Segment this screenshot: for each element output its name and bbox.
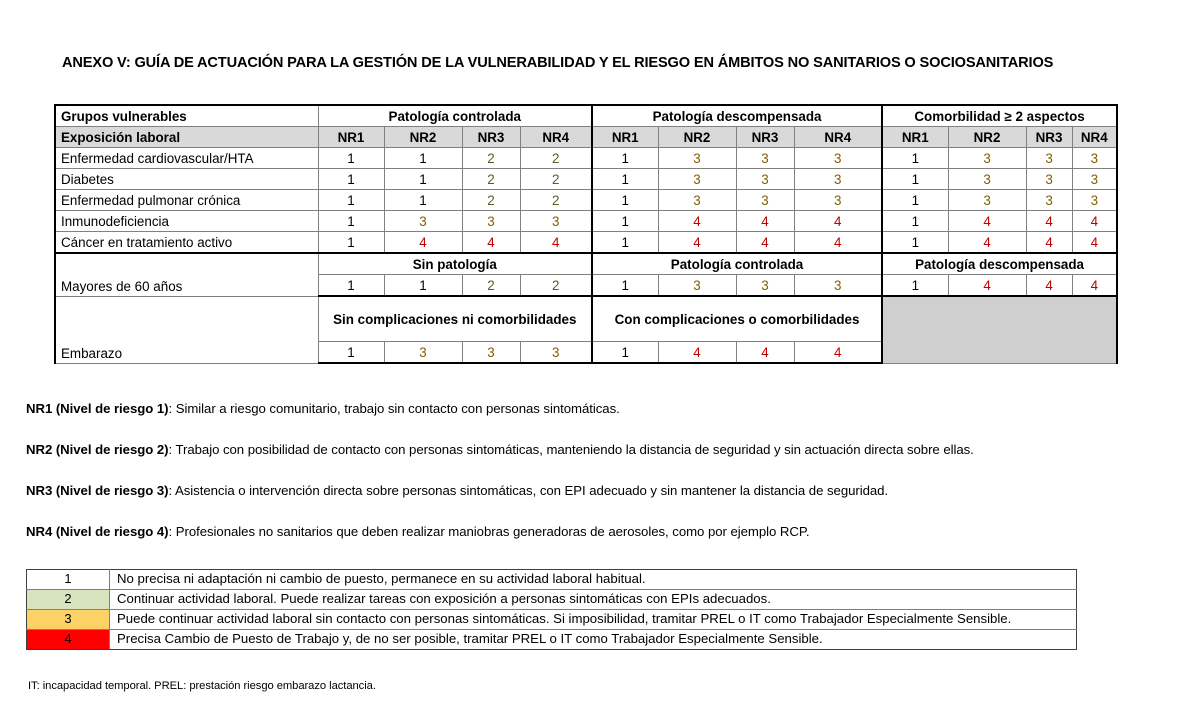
legend-row-3 <box>27 609 1077 629</box>
matrix-cell: 4 <box>1026 211 1072 232</box>
risk-definition-term: NR4 (Nivel de riesgo 4) <box>26 524 169 539</box>
matrix-cell: 1 <box>882 169 948 190</box>
matrix-cell: 1 <box>384 169 462 190</box>
table-row <box>55 169 1117 190</box>
table-row <box>55 211 1117 232</box>
matrix-cell: 1 <box>318 211 384 232</box>
matrix-group-header-comorbilidad: Comorbilidad ≥ 2 aspectos <box>882 105 1117 127</box>
matrix-cell: 2 <box>520 148 592 169</box>
risk-definition-text: : Trabajo con posibilidad de contacto con personas sintomáticas, manteniendo la distancia de seguridad y sin actuación directa sobre ellas. <box>168 442 974 457</box>
matrix-cell: 1 <box>318 232 384 254</box>
legend-level: 3 <box>27 609 110 629</box>
matrix-cell: 1 <box>384 275 462 297</box>
matrix-cell: 3 <box>1072 190 1117 211</box>
matrix-cell: 1 <box>384 190 462 211</box>
pregnancy-not-applicable-block <box>882 296 1117 363</box>
matrix-row-label: Diabetes <box>55 169 318 190</box>
matrix-cell: 3 <box>794 169 882 190</box>
matrix-cell: 4 <box>520 232 592 254</box>
matrix-cell: 3 <box>658 169 736 190</box>
matrix-row-label: Inmunodeficiencia <box>55 211 318 232</box>
risk-level-definitions <box>26 401 1186 565</box>
matrix-cell: 3 <box>384 211 462 232</box>
matrix-cell: 4 <box>658 232 736 254</box>
matrix-cell: 1 <box>318 275 384 297</box>
risk-definition-nr1 <box>26 401 1186 418</box>
matrix-cell: 1 <box>384 148 462 169</box>
matrix-header-row-groups <box>55 105 1117 127</box>
legend-footnote: IT: incapacidad temporal. PREL: prestación riesgo embarazo lactancia. <box>28 680 376 692</box>
matrix-cell: 4 <box>948 275 1026 297</box>
risk-definition-nr4 <box>26 524 1186 541</box>
matrix-cell: 4 <box>736 342 794 364</box>
matrix-cell: 1 <box>318 342 384 364</box>
matrix-corner-top-label: Grupos vulnerables <box>55 105 318 127</box>
legend-description: Precisa Cambio de Puesto de Trabajo y, de no ser posible, tramitar PREL o IT como Trabajador Especialmente Sensible. <box>110 629 1077 649</box>
legend-row-1 <box>27 570 1077 590</box>
matrix-level-header: NR4 <box>520 127 592 148</box>
matrix-cell: 3 <box>462 342 520 364</box>
matrix-cell: 1 <box>882 275 948 297</box>
matrix-cell: 4 <box>794 211 882 232</box>
matrix-level-header: NR1 <box>592 127 658 148</box>
risk-definition-text: : Profesionales no sanitarios que deben realizar maniobras generadoras de aerosoles, como por ejemplo RCP. <box>168 524 810 539</box>
legend-level: 4 <box>27 629 110 649</box>
matrix-cell: 4 <box>658 342 736 364</box>
page-title: ANEXO V: GUÍA DE ACTUACIÓN PARA LA GESTIÓN DE LA VULNERABILIDAD Y EL RIESGO EN ÁMBITOS NO SANITARIOS O SOCIOSANITARIOS <box>62 55 1054 71</box>
risk-definition-term: NR2 (Nivel de riesgo 2) <box>26 442 169 457</box>
matrix-cell: 3 <box>794 148 882 169</box>
matrix-cell: 3 <box>384 342 462 364</box>
matrix-cell: 3 <box>736 190 794 211</box>
vulnerability-matrix-table <box>54 104 1116 364</box>
elderly-group-header-controlada: Patología controlada <box>592 253 882 275</box>
matrix-cell: 1 <box>592 275 658 297</box>
matrix-cell: 1 <box>318 148 384 169</box>
legend-level: 1 <box>27 570 110 590</box>
matrix-level-header: NR4 <box>794 127 882 148</box>
matrix-cell: 3 <box>794 190 882 211</box>
matrix-level-header: NR2 <box>384 127 462 148</box>
matrix-cell: 3 <box>736 275 794 297</box>
matrix-cell: 3 <box>1026 169 1072 190</box>
legend-description: No precisa ni adaptación ni cambio de puesto, permanece en su actividad laboral habitual. <box>110 570 1077 590</box>
matrix-cell: 1 <box>318 169 384 190</box>
elderly-group-header-descompensada: Patología descompensada <box>882 253 1117 275</box>
matrix-cell: 2 <box>462 275 520 297</box>
matrix-row-label: Cáncer en tratamiento activo <box>55 232 318 254</box>
matrix-cell: 3 <box>520 342 592 364</box>
matrix-cell: 3 <box>736 148 794 169</box>
legend-level: 2 <box>27 589 110 609</box>
matrix-cell: 4 <box>794 342 882 364</box>
matrix-cell: 1 <box>592 169 658 190</box>
matrix-row-label-pregnancy: Embarazo <box>55 296 318 363</box>
matrix-cell: 3 <box>736 169 794 190</box>
matrix-cell: 1 <box>592 190 658 211</box>
pregnancy-group-header-con-complicaciones: Con complicaciones o comorbilidades <box>592 296 882 342</box>
matrix-cell: 2 <box>520 275 592 297</box>
matrix-group-header-controlada: Patología controlada <box>318 105 592 127</box>
risk-definition-nr2 <box>26 442 1186 459</box>
matrix-cell: 4 <box>794 232 882 254</box>
matrix-cell: 1 <box>882 148 948 169</box>
matrix-cell: 4 <box>1026 232 1072 254</box>
matrix-level-header: NR3 <box>736 127 794 148</box>
matrix-cell: 1 <box>882 211 948 232</box>
elderly-section-header-row <box>55 253 1117 275</box>
matrix-corner-bottom-label: Exposición laboral <box>55 127 318 148</box>
matrix-level-header: NR1 <box>318 127 384 148</box>
matrix-row-label: Enfermedad cardiovascular/HTA <box>55 148 318 169</box>
matrix-cell: 1 <box>592 211 658 232</box>
matrix-cell: 4 <box>658 211 736 232</box>
matrix-cell: 3 <box>948 148 1026 169</box>
matrix-cell: 3 <box>658 148 736 169</box>
matrix-cell: 1 <box>882 232 948 254</box>
matrix-cell: 4 <box>736 211 794 232</box>
matrix-cell: 3 <box>520 211 592 232</box>
matrix-group-header-descompensada: Patología descompensada <box>592 105 882 127</box>
matrix-cell: 1 <box>882 190 948 211</box>
legend-description: Puede continuar actividad laboral sin contacto con personas sintomáticas. Si imposibilidad, tramitar PREL o IT como Trabajador Especialmente Sensible. <box>110 609 1077 629</box>
matrix-cell: 2 <box>462 190 520 211</box>
table-row <box>55 232 1117 254</box>
action-legend-table <box>26 569 1077 650</box>
matrix-cell: 3 <box>462 211 520 232</box>
matrix-header-row-levels <box>55 127 1117 148</box>
matrix-cell: 1 <box>318 190 384 211</box>
matrix-cell: 3 <box>1026 190 1072 211</box>
matrix-level-header: NR3 <box>1026 127 1072 148</box>
risk-definition-text: : Similar a riesgo comunitario, trabajo sin contacto con personas sintomáticas. <box>168 401 620 416</box>
legend-row-4 <box>27 629 1077 649</box>
table-row <box>55 190 1117 211</box>
matrix-cell: 3 <box>948 169 1026 190</box>
matrix-cell: 3 <box>658 275 736 297</box>
matrix-level-header: NR1 <box>882 127 948 148</box>
matrix-cell: 4 <box>1072 232 1117 254</box>
matrix-cell: 4 <box>1026 275 1072 297</box>
matrix-row-label-elderly: Mayores de 60 años <box>55 253 318 296</box>
matrix-cell: 4 <box>1072 275 1117 297</box>
matrix-level-header: NR3 <box>462 127 520 148</box>
elderly-group-header-sin-patologia: Sin patología <box>318 253 592 275</box>
matrix-cell: 4 <box>736 232 794 254</box>
matrix-level-header: NR2 <box>948 127 1026 148</box>
matrix-cell: 4 <box>1072 211 1117 232</box>
matrix-cell: 3 <box>948 190 1026 211</box>
matrix-cell: 3 <box>1072 169 1117 190</box>
table-row <box>55 148 1117 169</box>
risk-definition-term: NR1 (Nivel de riesgo 1) <box>26 401 169 416</box>
matrix-cell: 4 <box>384 232 462 254</box>
risk-definition-nr3 <box>26 483 1186 500</box>
matrix-cell: 4 <box>462 232 520 254</box>
risk-definition-text: : Asistencia o intervención directa sobre personas sintomáticas, con EPI adecuado y sin mantener la distancia de seguridad. <box>168 483 889 498</box>
matrix-cell: 3 <box>794 275 882 297</box>
matrix-cell: 3 <box>1026 148 1072 169</box>
matrix-level-header: NR2 <box>658 127 736 148</box>
matrix-cell: 3 <box>658 190 736 211</box>
matrix-cell: 2 <box>462 169 520 190</box>
matrix-cell: 4 <box>948 232 1026 254</box>
matrix-cell: 1 <box>592 232 658 254</box>
matrix-row-label: Enfermedad pulmonar crónica <box>55 190 318 211</box>
legend-description: Continuar actividad laboral. Puede realizar tareas con exposición a personas sintomáticas con EPIs adecuados. <box>110 589 1077 609</box>
matrix-cell: 1 <box>592 148 658 169</box>
matrix-cell: 2 <box>462 148 520 169</box>
matrix-cell: 1 <box>592 342 658 364</box>
pregnancy-section-header-row <box>55 296 1117 342</box>
legend-row-2 <box>27 589 1077 609</box>
matrix-level-header: NR4 <box>1072 127 1117 148</box>
matrix-cell: 2 <box>520 169 592 190</box>
matrix-cell: 3 <box>1072 148 1117 169</box>
risk-definition-term: NR3 (Nivel de riesgo 3) <box>26 483 169 498</box>
matrix-cell: 4 <box>948 211 1026 232</box>
pregnancy-group-header-sin-complicaciones: Sin complicaciones ni comorbilidades <box>318 296 592 342</box>
matrix-cell: 2 <box>520 190 592 211</box>
